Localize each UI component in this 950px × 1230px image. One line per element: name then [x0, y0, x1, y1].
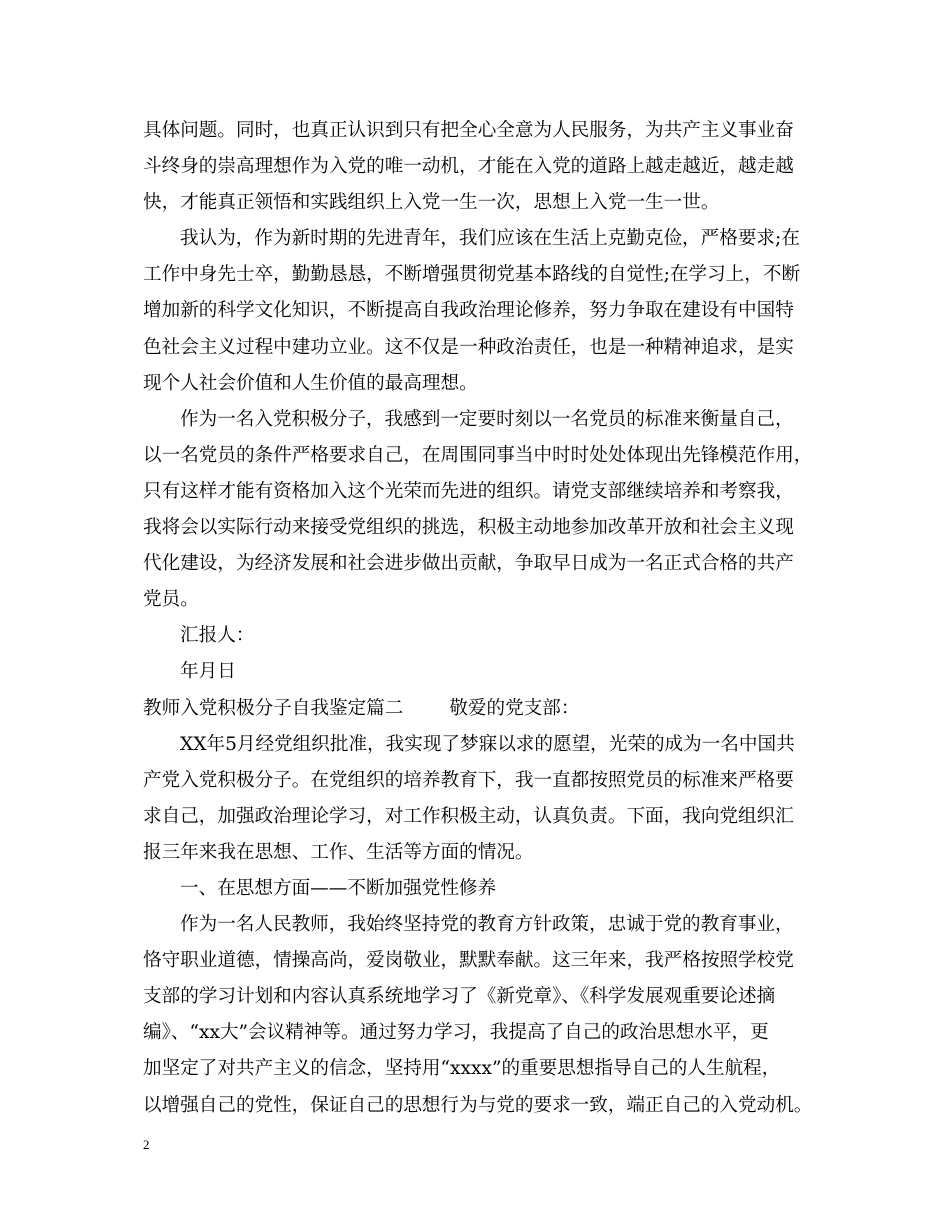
page-number: 2: [143, 1137, 150, 1152]
text-line: 编》、“xx大”会议精神等。通过努力学习，我提高了自己的政治思想水平，更: [143, 1022, 769, 1044]
text-line: 恪守职业道德，情操高尚，爱岗敬业，默默奉献。这三年来，我严格按照学校党: [143, 950, 794, 972]
text-line: 增加新的科学文化知识，不断提高自我政治理论修养，努力争取在建设有中国特: [143, 300, 794, 322]
text-line: 斗终身的崇高理想作为入党的唯一动机，才能在入党的道路上越走越近，越走越: [143, 156, 794, 178]
text-line: 具体问题。同时，也真正认识到只有把全心全意为人民服务，为共产主义事业奋: [143, 120, 794, 141]
section-title: 教师入党积极分子自我鉴定篇二: [143, 697, 404, 719]
text-line: XX年5月经党组织批准，我实现了梦寐以求的愿望，光荣的成为一名中国共: [180, 733, 795, 755]
text-line: 产党入党积极分子。在党组织的培养教育下，我一直都按照党员的标准来严格要: [143, 769, 794, 791]
text-line: 现个人社会价值和人生价值的最高理想。: [143, 372, 478, 394]
text-line: 以一名党员的条件严格要求自己，在周围同事当中时时处处体现出先锋模范作用，: [143, 444, 813, 466]
text-line: 我认为，作为新时期的先进青年，我们应该在生活上克勤克俭，严格要求;在: [180, 228, 800, 250]
text-line: 以增强自己的党性，保证自己的思想行为与党的要求一致，端正自己的入党动机。: [143, 1094, 813, 1116]
text-line: 作为一名人民教师，我始终坚持党的教育方针政策，忠诚于党的教育事业，: [180, 914, 794, 936]
text-line: 快，才能真正领悟和实践组织上入党一生一次，思想上入党一生一世。: [143, 192, 720, 214]
salutation: 敬爱的党支部：: [449, 697, 580, 719]
text-line: 只有这样才能有资格加入这个光荣而先进的组织。请党支部继续培养和考察我，: [143, 480, 794, 502]
text-line: 作为一名入党积极分子，我感到一定要时刻以一名党员的标准来衡量自己，: [180, 408, 794, 430]
document-body: [143, 113, 828, 1124]
text-line: 我将会以实际行动来接受党组织的挑选，积极主动地参加改革开放和社会主义现: [143, 517, 794, 539]
text-line: 求自己，加强政治理论学习，对工作积极主动，认真负责。下面，我向党组织汇: [143, 805, 794, 827]
text-line: 支部的学习计划和内容认真系统地学习了《新党章》、《科学发展观重要论述摘: [143, 986, 776, 1008]
text-line: 加坚定了对共产主义的信念，坚持用“xxxx”的重要思想指导自己的人生航程，: [143, 1058, 781, 1080]
date-label: 年月日: [180, 661, 236, 683]
text-line: 代化建设，为经济发展和社会进步做出贡献，争取早日成为一名正式合格的共产: [143, 553, 794, 575]
text-line: 党员。: [143, 589, 199, 611]
text-line: 色社会主义过程中建功立业。这不仅是一种政治责任，也是一种精神追求，是实: [143, 336, 794, 358]
subsection-heading: 一、在思想方面——不断加强党性修养: [180, 877, 497, 899]
text-line: 工作中身先士卒，勤勤恳恳，不断增强贯彻党基本路线的自觉性;在学习上，不断: [143, 264, 801, 286]
reporter-label: 汇报人：: [180, 625, 255, 647]
text-line: 报三年来我在思想、工作、生活等方面的情况。: [143, 841, 534, 863]
heading-line: [143, 691, 828, 727]
